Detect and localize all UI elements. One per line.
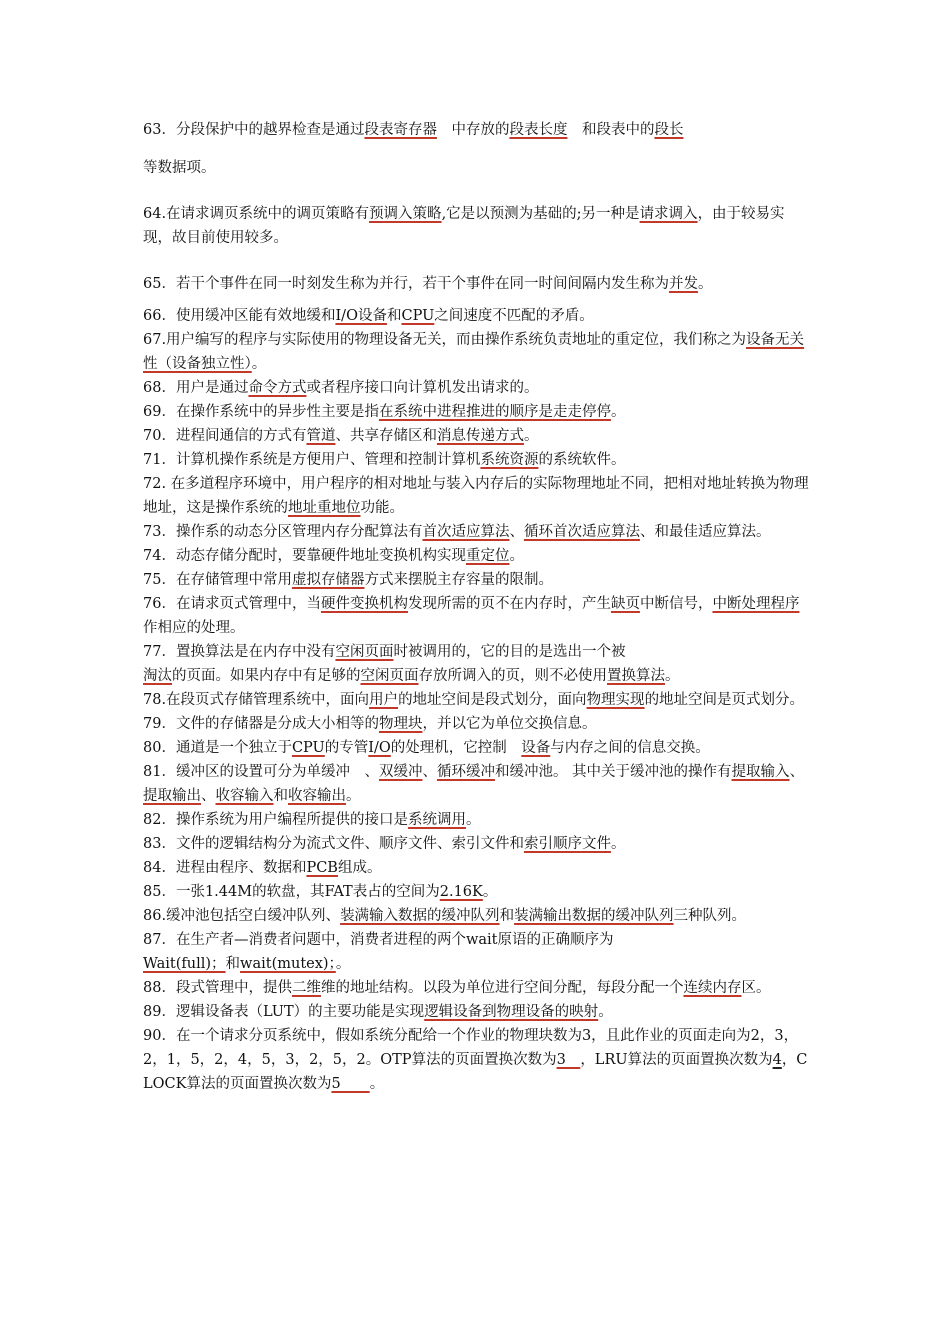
item-87 xyxy=(143,928,811,976)
text: 和 xyxy=(273,788,288,804)
text: 77．置换算法是在内存中没有 xyxy=(143,644,336,660)
item-83 xyxy=(143,832,811,856)
answer: Wait(full)； xyxy=(143,956,226,972)
text: 70．进程间通信的方式有 xyxy=(143,428,307,444)
text: 存放所调入的页，则不必使用 xyxy=(418,668,607,684)
answer: 系统资源 xyxy=(480,452,539,468)
answer: 收容输出 xyxy=(288,788,346,804)
text: 68．用户是通过 xyxy=(143,380,249,396)
text: 、和最佳适应算法。 xyxy=(639,524,771,540)
text: 区。 xyxy=(741,980,771,996)
answer: 二维 xyxy=(291,980,321,996)
item-70 xyxy=(143,424,811,448)
item-79 xyxy=(143,712,811,736)
answer: 地址重地位 xyxy=(288,500,361,516)
text: 75．在存储管理中常用 xyxy=(143,572,292,588)
answer: 用户 xyxy=(369,692,399,708)
text: 82．操作系统为用户编程所提供的接口是 xyxy=(143,812,408,828)
text: 或者程序接口向计算机发出请求的。 xyxy=(306,380,539,396)
answer: 提取输出 xyxy=(143,788,201,804)
answer: 段表长度 xyxy=(509,122,568,138)
text: ,它是以预测为基础的;另一种是 xyxy=(441,206,640,222)
answer: 首次适应算法 xyxy=(422,524,510,540)
text: ，LRU算法的页面置换次数为 xyxy=(580,1052,773,1068)
answer: 系统调用 xyxy=(407,812,466,828)
answer: 中断处理程序 xyxy=(712,596,800,612)
text: 。 xyxy=(610,836,626,852)
text: 的处理机，它控制 xyxy=(390,740,522,756)
item-80 xyxy=(143,736,811,760)
item-82 xyxy=(143,808,811,832)
answer: 收容输入 xyxy=(215,788,274,804)
answer: PCB xyxy=(306,860,338,876)
answer: I/O xyxy=(368,740,391,756)
text: 。 xyxy=(251,356,267,372)
answer: 请求调入 xyxy=(639,206,698,222)
text: 80．通道是一个独立于 xyxy=(143,740,292,756)
item-76 xyxy=(143,592,811,640)
item-72 xyxy=(143,472,811,520)
item-73 xyxy=(143,520,811,544)
answer: 设备 xyxy=(521,740,551,756)
text: 85．一张1.44M的软盘，其FAT表占的空间为 xyxy=(143,884,440,900)
text: 。 xyxy=(610,404,626,420)
answer: wait(mutex)； xyxy=(240,956,336,972)
answer: 并发 xyxy=(668,276,698,292)
answer: 4 xyxy=(772,1052,782,1068)
text: 。 xyxy=(598,1004,613,1020)
text: 69．在操作系统中的异步性主要是指 xyxy=(143,404,379,420)
answer: 逻辑设备到物理设备的映射 xyxy=(424,1004,599,1020)
text: 74．动态存储分配时，要靠硬件地址变换机构实现 xyxy=(143,548,466,564)
text: 63．分段保护中的越界检查是通过 xyxy=(143,122,365,138)
text: 中存放的 xyxy=(436,122,510,138)
answer: 连续内存 xyxy=(683,980,742,996)
item-64 xyxy=(143,202,811,250)
text: 67.用户编写的程序与实际使用的物理设备无关，而由操作系统负责地址的重定位，我们称之为 xyxy=(143,332,747,348)
text: 。 xyxy=(482,884,498,900)
answer: 消息传递方式 xyxy=(436,428,524,444)
item-90 xyxy=(143,1024,811,1096)
text: 的页面。如果内存中有足够的 xyxy=(172,668,361,684)
text: 组成。 xyxy=(337,860,382,876)
answer: 3 xyxy=(556,1052,581,1068)
text: 时被调用的，它的目的是选出一个被 xyxy=(393,644,626,660)
text: 的地址空间是页式划分。 xyxy=(644,692,805,708)
answer: 5 xyxy=(331,1076,370,1092)
text: ，由于较易实现，故目前使用较多。 xyxy=(143,206,785,246)
answer: 物理实现 xyxy=(586,692,645,708)
item-65 xyxy=(143,272,811,296)
text: 和缓冲池。 其中关于缓冲池的操作有 xyxy=(494,764,732,780)
text: 、 xyxy=(201,788,216,804)
text: 中断信号， xyxy=(639,596,713,612)
text: 65．若干个事件在同一时刻发生称为并行，若干个事件在同一时间间隔内发生称为 xyxy=(143,276,669,292)
item-69 xyxy=(143,400,811,424)
answer: 循环缓冲 xyxy=(436,764,495,780)
answer: 置换算法 xyxy=(607,668,665,684)
text: 、 xyxy=(422,764,437,780)
answer: 虚拟存储器 xyxy=(291,572,365,588)
answer: 管道 xyxy=(306,428,336,444)
text: 功能。 xyxy=(360,500,404,516)
text: 的系统软件。 xyxy=(538,452,626,468)
item-68 xyxy=(143,376,811,400)
text: 76．在请求页式管理中，当 xyxy=(143,596,321,612)
answer: CPU xyxy=(291,740,325,756)
answer: 重定位 xyxy=(465,548,510,564)
item-66 xyxy=(143,304,811,328)
text: 89．逻辑设备表（LUT）的主要功能是实现 xyxy=(143,1004,425,1020)
item-78 xyxy=(143,688,811,712)
text: 。 xyxy=(697,276,713,292)
text: 83．文件的逻辑结构分为流式文件、顺序文件、索引文件和 xyxy=(143,836,524,852)
item-63 xyxy=(143,118,811,180)
answer: 空闲页面 xyxy=(335,644,394,660)
text: 、 xyxy=(789,764,805,780)
text: 方式来摆脱主存容量的限制。 xyxy=(364,572,553,588)
text: 66．使用缓冲区能有效地缓和 xyxy=(143,308,336,324)
text: 64.在请求调页系统中的调页策略有 xyxy=(143,206,370,222)
answer: 双缓冲 xyxy=(378,764,423,780)
text: 。 xyxy=(523,428,539,444)
answer: 装满输出数据的缓冲队列 xyxy=(514,908,674,924)
answer: 段表寄存器 xyxy=(364,122,437,138)
text: 86.缓冲池包括空白缓冲队列、 xyxy=(143,908,341,924)
text: 。 xyxy=(665,668,680,684)
answer: 装满输入数据的缓冲队列 xyxy=(340,908,500,924)
text: 。 xyxy=(346,788,361,804)
item-74 xyxy=(143,544,811,568)
text: 、共享存储区和 xyxy=(335,428,437,444)
item-81 xyxy=(143,760,811,808)
item-88 xyxy=(143,976,811,1000)
text: 。 xyxy=(509,548,524,564)
answer: 命令方式 xyxy=(248,380,307,396)
answer: 空闲页面 xyxy=(360,668,419,684)
text: 88．段式管理中，提供 xyxy=(143,980,292,996)
text: 78.在段页式存储管理系统中，面向 xyxy=(143,692,370,708)
text: 和段表中的 xyxy=(567,122,655,138)
item-85 xyxy=(143,880,811,904)
item-86 xyxy=(143,904,811,928)
answer: 提取输入 xyxy=(731,764,790,780)
text: 73．操作系的动态分区管理内存分配算法有 xyxy=(143,524,423,540)
answer: 淘汰 xyxy=(143,668,172,684)
text: 发现所需的页不在内存时，产生 xyxy=(407,596,611,612)
text: 之间速度不匹配的矛盾。 xyxy=(434,308,594,324)
answer: 预调入策略 xyxy=(369,206,442,222)
text: 81．缓冲区的设置可分为单缓冲 、 xyxy=(143,764,379,780)
answer: 在系统中进程推进的顺序是走走停停 xyxy=(378,404,611,420)
answer: 循环首次适应算法 xyxy=(523,524,640,540)
answer: 物理块 xyxy=(378,716,423,732)
text: 和 xyxy=(225,956,241,972)
item-89 xyxy=(143,1000,811,1024)
text: 。 xyxy=(465,812,481,828)
answer: I/O设备 xyxy=(335,308,387,324)
answer: 索引顺序文件 xyxy=(523,836,611,852)
answer: 硬件变换机构 xyxy=(320,596,408,612)
text: 84．进程由程序、数据和 xyxy=(143,860,307,876)
text: 和 xyxy=(386,308,402,324)
text: 等数据项。 xyxy=(143,160,216,176)
answer: CPU xyxy=(401,308,435,324)
answer: 2.16K xyxy=(439,884,483,900)
answer: 设备无关性（设备独立性） xyxy=(143,332,805,372)
text: 72. 在多道程序环境中，用户程序的相对地址与装入内存后的实际物理地址不同，把相对地址转换为物理地址，这是操作系统的 xyxy=(143,476,809,516)
text: 的专管 xyxy=(324,740,369,756)
text: 79．文件的存储器是分成大小相等的 xyxy=(143,716,379,732)
text: ，CLOCK算法的页面置换次数为 xyxy=(143,1052,808,1092)
text: 的地址空间是段式划分，面向 xyxy=(398,692,587,708)
text: 90．在一个请求分页系统中，假如系统分配给一个作业的物理块数为3，且此作业的页面走向为2，3，2，1，5，2，4，5，3，2，5，2。OTP算法的页面置换次数为 xyxy=(143,1028,799,1068)
text: 87．在生产者—消费者问题中，消费者进程的两个wait原语的正确顺序为 xyxy=(143,932,614,948)
answer: 缺页 xyxy=(610,596,640,612)
text: 。 xyxy=(335,956,351,972)
text: 、 xyxy=(509,524,524,540)
text: 和 xyxy=(499,908,515,924)
answer: 段长 xyxy=(654,122,684,138)
item-84 xyxy=(143,856,811,880)
text: 三种队列。 xyxy=(673,908,747,924)
item-67 xyxy=(143,328,811,376)
item-75 xyxy=(143,568,811,592)
text: 作相应的处理。 xyxy=(143,620,245,636)
text: 维的地址结构。以段为单位进行空间分配，每段分配一个 xyxy=(320,980,684,996)
item-71 xyxy=(143,448,811,472)
item-77 xyxy=(143,640,811,688)
text: ，并以它为单位交换信息。 xyxy=(422,716,597,732)
text: 71．计算机操作系统是方便用户、管理和控制计算机 xyxy=(143,452,481,468)
text: 。 xyxy=(369,1076,385,1092)
text: 与内存之间的信息交换。 xyxy=(550,740,710,756)
document-body xyxy=(143,118,811,1096)
